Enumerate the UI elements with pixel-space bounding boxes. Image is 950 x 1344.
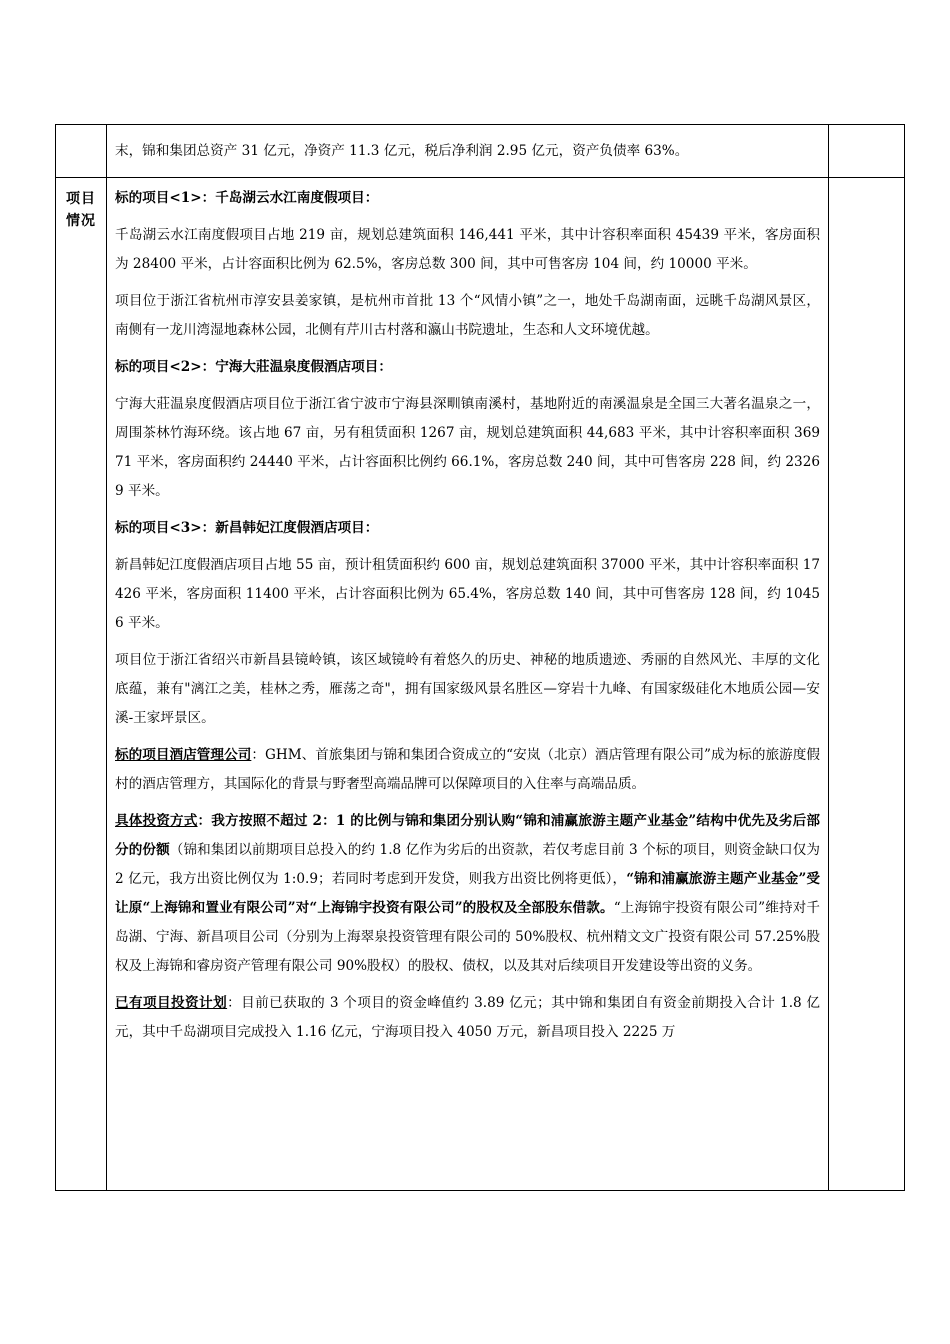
table-row — [56, 178, 905, 1191]
hotel-management-label: 标的项目酒店管理公司 — [115, 747, 252, 763]
row-label: 项目情况 — [56, 178, 107, 1191]
project-2-title: 标的项目<2>：宁海大莊温泉度假酒店项目： — [115, 359, 392, 375]
project-3-details: 新昌韩妃江度假酒店项目占地 55 亩，预计租赁面积约 600 亩，规划总建筑面积 37000 平米，其中计容积率面积 17426 平米，客房面积 11400 平米，占计容面积比例为 65.4%，客房总数 140 间，其中可售客房 128 间，约 10456 平米。 — [115, 557, 820, 631]
investment-method-bold-2: “锦和浦赢旅游主题产业基金”受让原“上海锦和置业有限公司”对“上海锦宇投资有限公司”的股权及全部股东借款。 — [115, 871, 820, 916]
project-1-details: 千岛湖云水江南度假项目占地 219 亩，规划总建筑面积 146,441 平米，其中计容积率面积 45439 平米，客房面积为 28400 平米，占计容面积比例为 62.5%，客房总数 300 间，其中可售客房 104 间，约 10000 平米。 — [115, 227, 820, 272]
project-1-title: 标的项目<1>：千岛湖云水江南度假项目： — [115, 190, 379, 206]
investment-method-text-1: （锦和集团以前期项目总投入的约 1.8 亿作为劣后的出资款，若仅考虑目前 3 个标的项目，则资金缺口仅为 2 亿元，我方出资比例仅为 1:0.9；若同时考虑到开发贷，则我方出资比例将更低）， — [115, 842, 820, 887]
investment-plan-paragraph — [115, 989, 820, 1047]
right-cell-empty — [829, 178, 905, 1191]
investment-method-bold-1: ：我方按照不超过 2：1 的比例与锦和集团分别认购“锦和浦赢旅游主题产业基金”结构中优先及劣后部分的份额 — [115, 813, 820, 858]
project-1-location: 项目位于浙江省杭州市淳安县姜家镇，是杭州市首批 13 个“风情小镇”之一，地处千岛湖南面，远眺千岛湖风景区，南侧有一龙川湾湿地森林公园，北侧有芹川古村落和瀛山书院遗址，生态和人文环境优越。 — [115, 293, 820, 338]
hotel-management-text: ：GHM、首旅集团与锦和集团合资成立的“安岚（北京）酒店管理有限公司”成为标的旅游度假村的酒店管理方，其国际化的背景与野奢型高端品牌可以保障项目的入住率与高端品质。 — [115, 747, 821, 792]
right-cell-empty — [829, 125, 905, 178]
investment-method-label: 具体投资方式 — [115, 813, 198, 829]
project-2-details: 宁海大莊温泉度假酒店项目位于浙江省宁波市宁海县深甽镇南溪村，基地附近的南溪温泉是全国三大著名温泉之一，周围茶林竹海环绕。该占地 67 亩，另有租赁面积 1267 亩，规划总建筑面积 44,683 平米，其中计容积率面积 36971 平米，客房面积约 24440 平米，占计容面积比例约 66.1%，客房总数 240 间，其中可售客房 228 间，约 23269 平米。 — [115, 396, 820, 499]
project-3-location: 项目位于浙江省绍兴市新昌县镜岭镇，该区域镜岭有着悠久的历史、神秘的地质遗迹、秀丽的自然风光、丰厚的文化底蕴，兼有"漓江之美，桂林之秀，雁荡之奇"，拥有国家级风景名胜区—穿岩十九峰、有国家级硅化木地质公园—安溪-王家坪景区。 — [115, 652, 820, 726]
investment-plan-text: ：目前已获取的 3 个项目的资金峰值约 3.89 亿元；其中锦和集团自有资金前期投入合计 1.8 亿元，其中千岛湖项目完成投入 1.16 亿元，宁海项目投入 4050 万元，新昌项目投入 2225 万 — [115, 995, 821, 1040]
hotel-management-paragraph — [115, 741, 820, 799]
investment-plan-label: 已有项目投资计划 — [115, 995, 228, 1011]
content-cell — [107, 178, 829, 1191]
financial-summary: 末，锦和集团总资产 31 亿元，净资产 11.3 亿元，税后净利润 2.95 亿元，资产负债率 63%。 — [115, 143, 689, 159]
content-cell — [107, 125, 829, 178]
table-row — [56, 125, 905, 178]
investment-method-paragraph — [115, 807, 820, 981]
investment-method-text-2: “上海锦宇投资有限公司”维持对千岛湖、宁海、新昌项目公司（分别为上海翠泉投资管理有限公司的 50%股权、杭州精文文广投资有限公司 57.25%股权及上海锦和睿房资产管理有限公司 90%股权）的股权、债权，以及其对后续项目开发建设等出资的义务。 — [115, 900, 820, 974]
label-cell-empty — [56, 125, 107, 178]
project-3-title: 标的项目<3>：新昌韩妃江度假酒店项目： — [115, 520, 379, 536]
project-info-table — [55, 124, 905, 1191]
